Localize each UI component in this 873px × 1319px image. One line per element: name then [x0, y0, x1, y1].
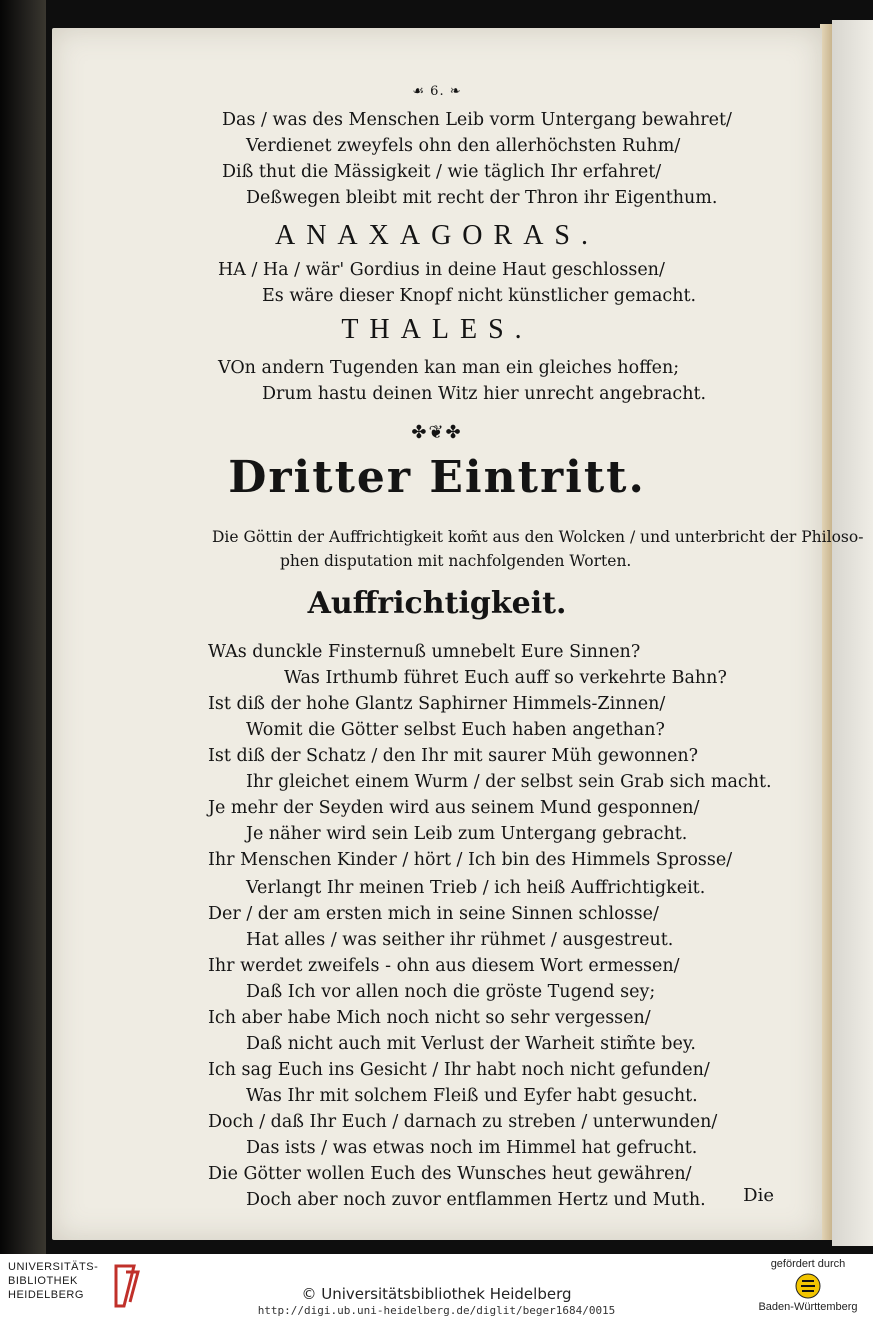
catchword: Die [743, 1185, 774, 1206]
verse-line: Doch aber noch zuvor entflammen Hertz und Muth. [246, 1190, 706, 1210]
verse-line: HA / Ha / wär' Gordius in deine Haut geschlossen/ [218, 260, 665, 280]
speaker-thales: THALES. [341, 314, 533, 345]
verse-line: VOn andern Tugenden kan man ein gleiches hoffen; [218, 358, 680, 378]
book-spine [0, 0, 46, 1254]
permalink-url[interactable]: http://digi.ub.uni-heidelberg.de/diglit/beger1684/0015 [257, 1304, 616, 1317]
verse-line: Das / was des Menschen Leib vorm Untergang bewahret/ [222, 110, 732, 130]
verse-line: Die Götter wollen Euch des Wunsches heut gewähren/ [208, 1164, 692, 1184]
funder-block[interactable] [753, 1258, 863, 1313]
verse-line: Ihr Menschen Kinder / hört / Ich bin des Himmels Sprosse/ [208, 850, 733, 870]
copyright-notice: © Universitätsbibliothek Heidelberg [301, 1285, 572, 1303]
verse-line: Ihr werdet zweifels - ohn aus diesem Wort ermessen/ [208, 956, 680, 976]
verse-line: Diß thut die Mässigkeit / wie täglich Ihr erfahret/ [222, 162, 662, 182]
verse-line: Je mehr der Seyden wird aus seinem Mund gesponnen/ [208, 798, 700, 818]
page-text [52, 28, 864, 1240]
stage-direction: Die Göttin der Auffrichtigkeit kom̃t aus den Wolcken / und unterbricht der Philoso- [212, 528, 864, 546]
stage-direction: phen disputation mit nachfolgenden Worten. [280, 552, 632, 570]
library-name-line: BIBLIOTHEK [8, 1275, 78, 1287]
verse-line: Drum hastu deinen Witz hier unrecht angebracht. [262, 384, 707, 404]
verse-line: Verdienet zweyfels ohn den allerhöchsten Ruhm/ [246, 136, 681, 156]
adjacent-page [832, 20, 873, 1246]
verse-line: Was Irthumb führet Euch auff so verkehrte Bahn? [284, 668, 727, 688]
verse-line: Deßwegen bleibt mit recht der Thron ihr Eigenthum. [246, 188, 718, 208]
funder-name: Baden-Württemberg [758, 1301, 858, 1313]
verse-line: Der / der am ersten mich in seine Sinnen schlosse/ [208, 904, 659, 924]
verse-line: Ist diß der hohe Glantz Saphirner Himmels-Zinnen/ [208, 694, 666, 714]
ornament-divider: ✤❦✤ [411, 422, 463, 443]
verse-line: Je näher wird sein Leib zum Untergang gebracht. [246, 824, 688, 844]
verse-line: Ich aber habe Mich noch nicht so sehr vergessen/ [208, 1008, 651, 1028]
funded-by-label: gefördert durch [770, 1258, 846, 1270]
verse-line: Was Ihr mit solchem Fleiß und Eyfer habt gesucht. [246, 1086, 698, 1106]
verse-line: Ihr gleichet einem Wurm / der selbst sein Grab sich macht. [246, 772, 772, 792]
verse-line: Es wäre dieser Knopf nicht künstlicher gemacht. [262, 286, 697, 306]
verse-line: Ist diß der Schatz / den Ihr mit saurer Müh gewonnen? [208, 746, 699, 766]
verse-line: Verlangt Ihr meinen Trieb / ich heiß Auffrichtigkeit. [246, 878, 706, 898]
viewer-footer [0, 1254, 873, 1319]
verse-line: Womit die Götter selbst Euch haben angethan? [246, 720, 665, 740]
page-number: ☙ 6. ❧ [412, 84, 462, 99]
verse-line: Hat alles / was seither ihr rühmet / ausgestreut. [246, 930, 674, 950]
verse-line: Doch / daß Ihr Euch / darnach zu streben / unterwunden/ [208, 1112, 718, 1132]
verse-line: Ich sag Euch ins Gesicht / Ihr habt noch nicht gefunden/ [208, 1060, 710, 1080]
library-name-line: HEIDELBERG [8, 1289, 84, 1301]
verse-line: Daß Ich vor allen noch die gröste Tugend sey; [246, 982, 656, 1002]
speaker-anaxagoras: ANAXAGORAS. [274, 220, 599, 251]
coat-of-arms-icon [795, 1273, 821, 1299]
book-page [52, 28, 864, 1240]
act-title: Dritter Eintritt. [228, 452, 646, 503]
verse-line: Daß nicht auch mit Verlust der Warheit stim̃te bey. [246, 1034, 696, 1054]
section-title: Auffrichtigkeit. [307, 586, 567, 621]
library-name-line: UNIVERSITÄTS- [8, 1261, 99, 1273]
verse-line: WAs dunckle Finsternuß umnebelt Eure Sinnen? [208, 642, 641, 662]
verse-line: Das ists / was etwas noch im Himmel hat gefrucht. [246, 1138, 698, 1158]
